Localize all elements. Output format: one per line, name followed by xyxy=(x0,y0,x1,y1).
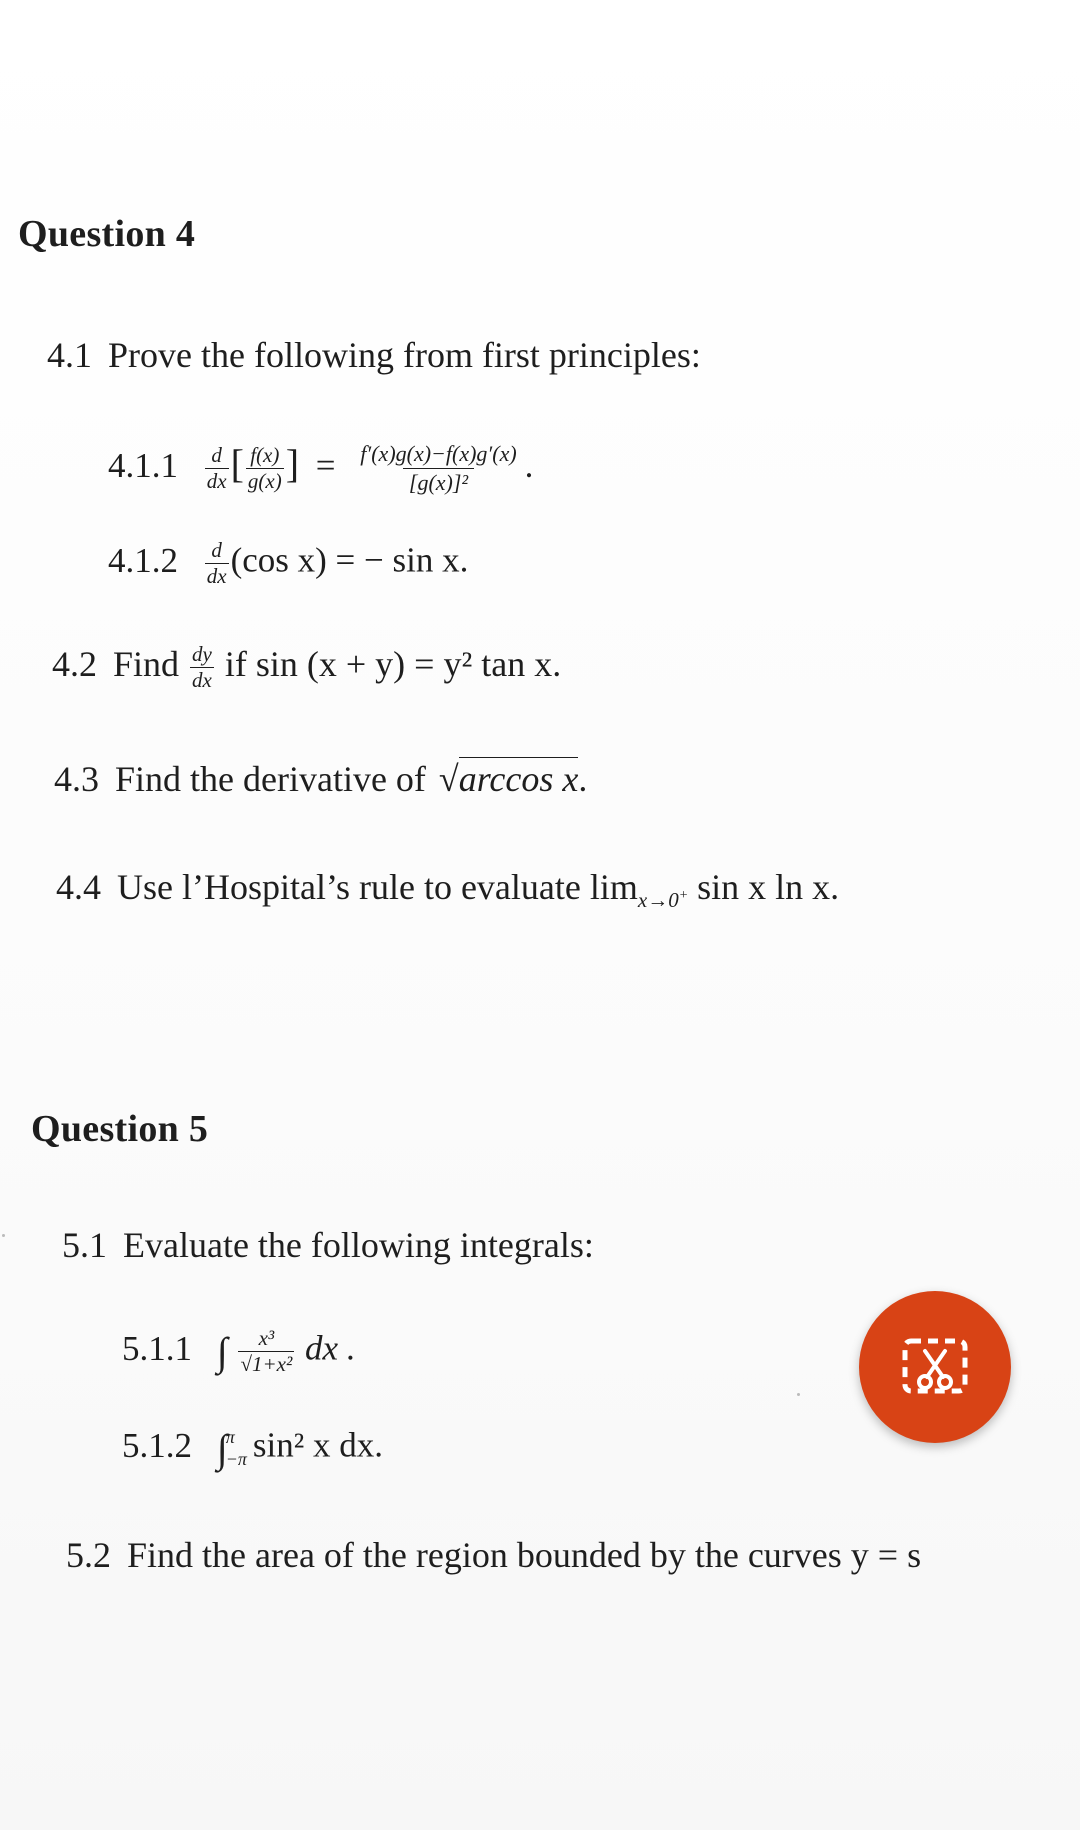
speck xyxy=(2,1234,5,1237)
q5-1-1-number: 5.1.1 xyxy=(122,1328,192,1368)
q4-1-line xyxy=(47,334,701,376)
q4-2-number: 4.2 xyxy=(52,644,97,684)
q5-2-text: Find the area of the region bounded by the curves y = s xyxy=(127,1535,922,1575)
question-5-heading: Question 5 xyxy=(31,1108,209,1150)
screen-snip-button[interactable] xyxy=(859,1291,1011,1443)
q4-1-2-number: 4.1.2 xyxy=(108,540,178,580)
q4-2-line xyxy=(52,643,561,691)
limit-subscript: x→0+ xyxy=(637,888,689,912)
q5-2-line xyxy=(66,1534,921,1576)
sqrt-expression: √arccos x xyxy=(438,759,579,799)
q5-1-1-line xyxy=(122,1328,356,1375)
q4-3-number: 4.3 xyxy=(54,759,99,799)
q4-4-number: 4.4 xyxy=(56,867,101,907)
question-4-heading: Question 4 xyxy=(18,213,196,255)
q4-1-1-number: 4.1.1 xyxy=(108,446,178,485)
q4-1-number: 4.1 xyxy=(47,335,92,375)
q4-2-find: Find xyxy=(113,644,180,684)
scissors-select-icon xyxy=(895,1327,975,1407)
q4-4-line xyxy=(56,866,839,913)
q4-1-2-line xyxy=(108,540,468,587)
q5-1-2-line xyxy=(122,1425,383,1472)
rhs-fraction: $\frac{f'(x)g(x)-f(x)g'(x)}{\text{[g(x)]²}}$ xyxy=(360,441,517,496)
derivative-operator: $\frac{d}{dx}$ xyxy=(206,538,227,588)
integrand-fraction: $\frac{\text{x³}}{\text{√1+x²}}$ xyxy=(240,1326,293,1376)
q5-1-1-tail: dx . xyxy=(305,1328,356,1368)
speck xyxy=(797,1393,800,1396)
q4-1-text: Prove the following from first principles: xyxy=(108,335,701,375)
q4-4-rest: sin x ln x. xyxy=(697,867,840,907)
derivative-operator: $\frac{d}{dx}$ xyxy=(206,443,227,494)
q4-4-text: Use l’Hospital’s rule to evaluate lim xyxy=(117,867,638,907)
q4-3-text: Find the derivative of xyxy=(115,759,426,799)
q4-1-2-expr: (cos x) = − sin x. xyxy=(230,540,469,580)
q5-1-2-number: 5.1.2 xyxy=(122,1425,192,1465)
lhs-fraction: $\frac{f(x)}{g(x)}$ xyxy=(247,443,282,494)
q5-1-line xyxy=(62,1224,594,1266)
integral-sign: ∫ xyxy=(216,1426,228,1471)
q4-1-1-line: 4.1.1 $\frac{d}{dx}$ [ $\frac{f(x)}{g(x)}$ ] = $\frac{f'(x)g(x)-f(x)g'(x)}{\text{[g(x)]²}}$ . xyxy=(108,441,534,496)
integral-limits: π −π xyxy=(225,1426,247,1469)
q5-1-number: 5.1 xyxy=(62,1225,107,1265)
q5-1-text: Evaluate the following integrals: xyxy=(123,1225,594,1265)
q5-1-2-tail: sin² x dx. xyxy=(252,1425,383,1465)
q5-2-number: 5.2 xyxy=(66,1535,111,1575)
q4-3-line: 4.3 Find the derivative of √arccos x. xyxy=(54,759,588,799)
integral-sign: ∫ xyxy=(216,1329,228,1374)
q4-2-rest: if sin (x + y) = y² tan x. xyxy=(224,644,562,684)
dy-dx-fraction: $\frac{dy}{dx}$ xyxy=(192,642,212,693)
